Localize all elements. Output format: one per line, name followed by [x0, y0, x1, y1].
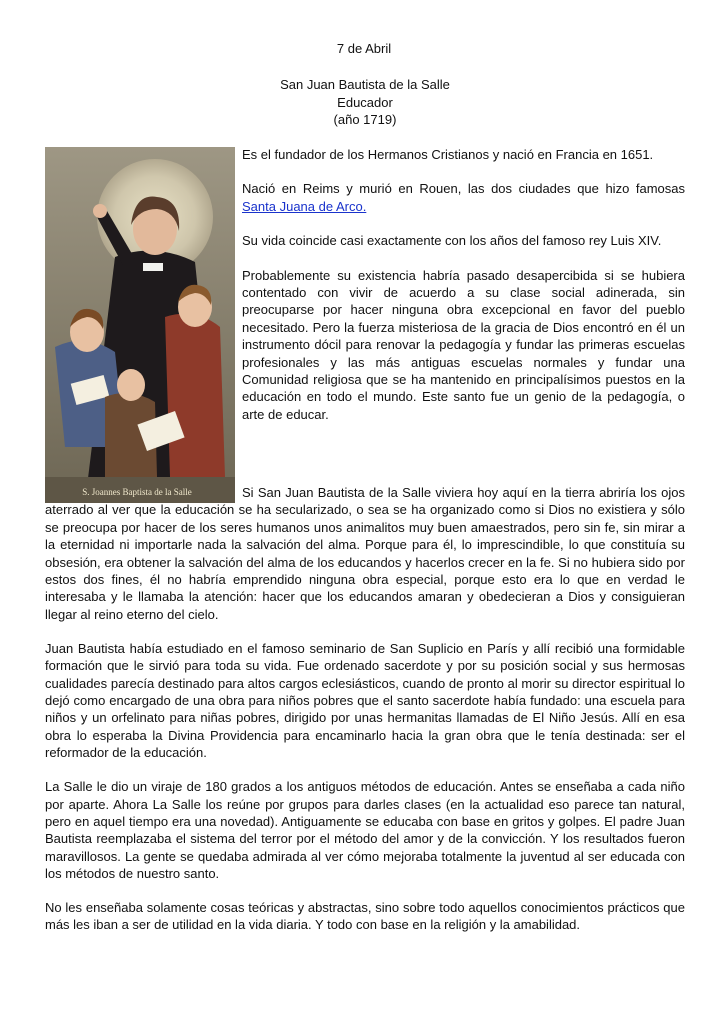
date-heading: 7 de Abril	[336, 41, 392, 56]
paragraph-2	[242, 180, 685, 215]
paragraph-6: Juan Bautista había estudiado en el famoso seminario de San Suplicio en París y allí recibió una formidable formación que le sirvió para toda su vida. Fue ordenado sacerdote y por su posición social y sus hermosas cualidades parecía destinado para altos cargos eclesiásticos, cuando de pronto al morir su director espiritual lo dejó como encargado de una obra para niños pobres que el santo sacerdote había fundado: una escuela para niños y un orfelinato para niñas pobres, dirigido por unas hermanitas llamadas de El Niño Jesús. Allí en esa obra lo esperaba la Divina Providencia para encaminarlo hacia la gran obra que le tenía destinada: ser el reformador de la educación.	[45, 640, 685, 761]
saint-subtitle: Educador	[337, 95, 393, 110]
santa-juana-link[interactable]: Santa Juana de Arco.	[242, 198, 367, 214]
paragraph-5: Si San Juan Bautista de la Salle viviera hoy aquí en la tierra abriría los ojos aterrado al ver que la educación se ha secularizado, o sea se ha organizado como si Dios no existiera y sólo se preocupa por hacer de los seres humanos unos animalitos muy buen amaestrados, pero sin fe, sin mirar a la eternidad ni importarle nada la salvación del alma. Porque para él, lo imprescindible, lo que constituía su obsesión, era obtener la salvación del alma de los educandos y hacerlos crecer en la fe. Si no hubiera sido por estos dos fines, él no habría emprendido ninguna obra especial, porque esto era lo que en verdad le interesaba y le llamaba la atención: hacer que los educandos amaran y obedecieran a Dios y consiguieran llegar al reino eterno del cielo.	[45, 485, 685, 622]
saint-year: (año 1719)	[333, 112, 397, 127]
saint-illustration	[45, 147, 235, 503]
intro-column	[242, 146, 685, 440]
saint-painting	[45, 147, 235, 503]
paragraph-3: Su vida coincide casi exactamente con los años del famoso rey Luis XIV.	[242, 233, 662, 249]
paragraph-2-text: Nació en Reims y murió en Rouen, las dos ciudades que hizo famosas	[242, 181, 685, 197]
paragraph-1: Es el fundador de los Hermanos Cristianos y nació en Francia en 1651.	[242, 147, 654, 162]
paragraph-4: Probablemente su existencia habría pasado desapercibida si se hubiera contentado con vivir de acuerdo a su clase social adinerada, sin preocuparse por hacer ninguna obra excepcional en favor del pueblo necesitado. Pero la fuerza misteriosa de la gracia de Dios encontró en él un instrumento dócil para renovar la pedagogía y fundar las primeras escuelas profesionales y las más antiguas escuelas normales y fundar una Comunidad religiosa que se ha mantenido en principalísimos puestos en la educación en todo el mundo. Este santo fue un genio de la pedagogía, o arte de educar.	[242, 267, 685, 422]
painting-caption: S. Joannes Baptista de la Salle	[82, 487, 192, 497]
saint-title: San Juan Bautista de la Salle	[280, 77, 450, 92]
paragraph-8: No les enseñaba solamente cosas teóricas y abstractas, sino sobre todo aquellos conocimientos prácticos que más les iban a ser de utilidad en la vida diaria. Y todo con base en la religión y la amabilidad.	[45, 900, 685, 933]
main-text	[45, 484, 685, 950]
paragraph-7: La Salle le dio un viraje de 180 grados a los antiguos métodos de educación. Antes se enseñaba a cada niño por aparte. Ahora La Salle los reúne por grupos para darles clases (en la actualidad eso parece tan natural, pero en aquel tiempo era una novedad). Antiguamente se educaba con base en gritos y golpes. El padre Juan Bautista reemplazaba el sistema del terror por el método del amor y de la convicción. Y los resultados fueron maravillosos. La gente se quedaba admirada al ver cómo mejoraba totalmente la juventud al ser educada con los métodos de nuestro santo.	[45, 779, 685, 882]
